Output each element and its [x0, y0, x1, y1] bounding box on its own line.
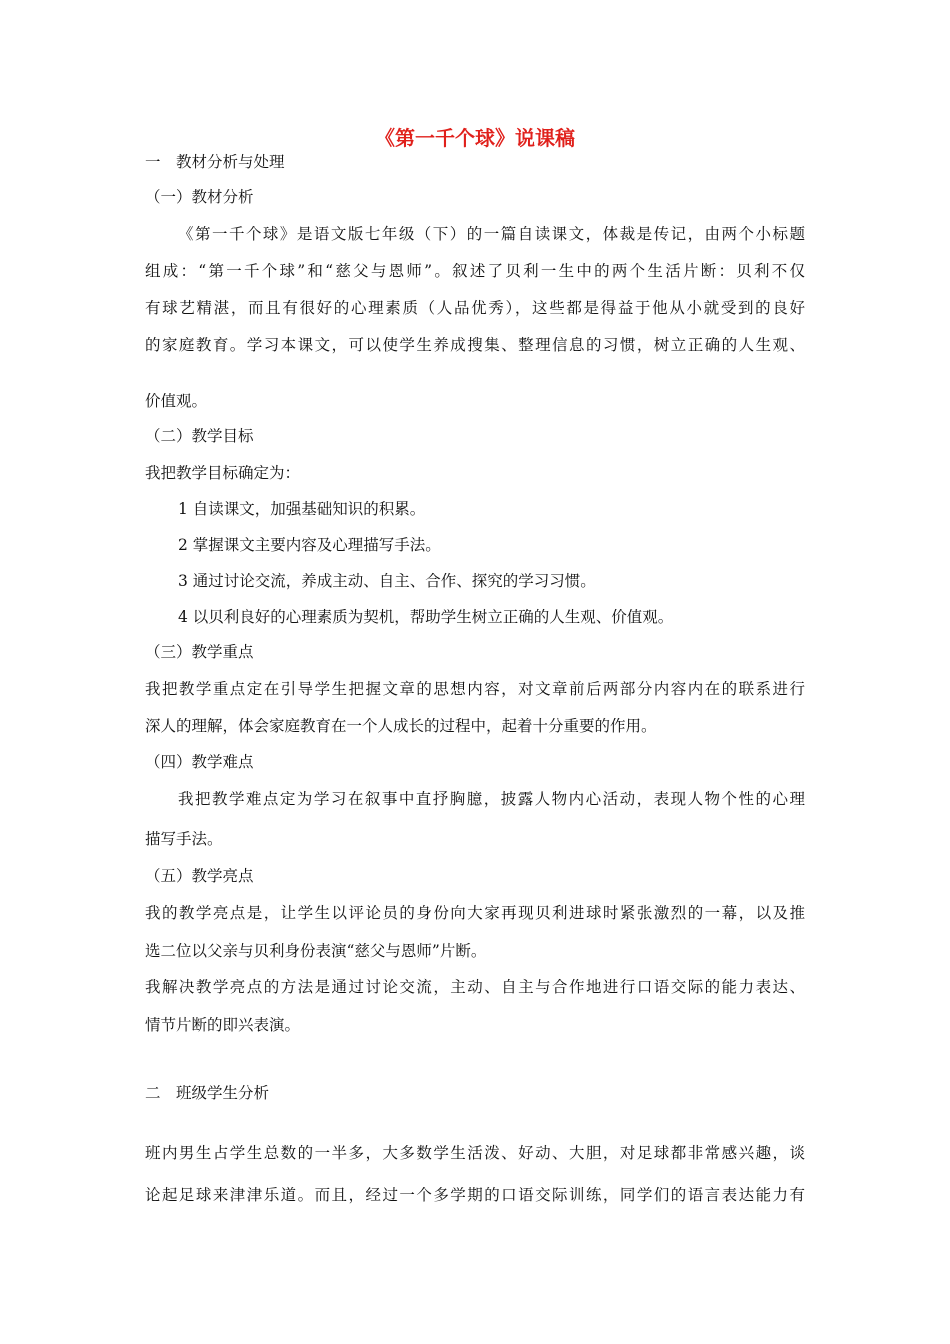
subsection-1-heading: （一）教材分析 — [145, 188, 254, 206]
goal-item: 1 自读课文，加强基础知识的积累。 — [178, 500, 426, 518]
subsection-5-heading: （五）教学亮点 — [145, 867, 254, 885]
section-1-heading: 一 教材分析与处理 — [145, 153, 285, 171]
paragraph-line: 情节片断的即兴表演。 — [145, 1016, 301, 1034]
goal-item: 4 以贝利良好的心理素质为契机，帮助学生树立正确的人生观、价值观。 — [178, 608, 674, 626]
paragraph-line: 有球艺精湛，而且有很好的心理素质（人品优秀），这些都是得益于他从小就受到的良好 — [145, 299, 805, 317]
paragraph-line: 我的教学亮点是，让学生以评论员的身份向大家再现贝利进球时紧张激烈的一幕，以及推 — [145, 904, 805, 922]
paragraph-line: 描写手法。 — [145, 830, 223, 848]
subsection-2-heading: （二）教学目标 — [145, 427, 254, 445]
paragraph-line: 组成：“第一千个球”和“慈父与恩师”。叙述了贝利一生中的两个生活片断：贝利不仅 — [145, 262, 805, 280]
paragraph-line: 我把教学难点定为学习在叙事中直抒胸臆，披露人物内心活动，表现人物个性的心理 — [178, 790, 805, 808]
subsection-4-heading: （四）教学难点 — [145, 753, 254, 771]
subsection-3-heading: （三）教学重点 — [145, 643, 254, 661]
paragraph-line: 的家庭教育。学习本课文，可以使学生养成搜集、整理信息的习惯，树立正确的人生观、 — [145, 336, 805, 354]
paragraph-line: 我解决教学亮点的方法是通过讨论交流，主动、自主与合作地进行口语交际的能力表达、 — [145, 978, 805, 996]
paragraph-line: 我把教学重点定在引导学生把握文章的思想内容，对文章前后两部分内容内在的联系进行 — [145, 680, 805, 698]
paragraph-line: 深人的理解，体会家庭教育在一个人成长的过程中，起着十分重要的作用。 — [145, 717, 657, 735]
document-title: 《第一千个球》说课稿 — [375, 126, 575, 150]
paragraph-line: 论起足球来津津乐道。而且，经过一个多学期的口语交际训练，同学们的语言表达能力有 — [145, 1186, 805, 1204]
goal-item: 3 通过讨论交流，养成主动、自主、合作、探究的学习习惯。 — [178, 572, 596, 590]
paragraph-line: 《第一千个球》是语文版七年级（下）的一篇自读课文，体裁是传记，由两个小标题 — [178, 225, 805, 243]
paragraph-line: 班内男生占学生总数的一半多，大多数学生活泼、好动、大胆，对足球都非常感兴趣，谈 — [145, 1144, 805, 1162]
paragraph-line: 价值观。 — [145, 392, 208, 410]
paragraph-line: 选二位以父亲与贝利身份表演“慈父与恩师”片断。 — [145, 942, 487, 960]
goal-item: 2 掌握课文主要内容及心理描写手法。 — [178, 536, 441, 554]
goals-intro: 我把教学目标确定为： — [145, 464, 301, 482]
section-2-heading: 二 班级学生分析 — [145, 1084, 270, 1102]
